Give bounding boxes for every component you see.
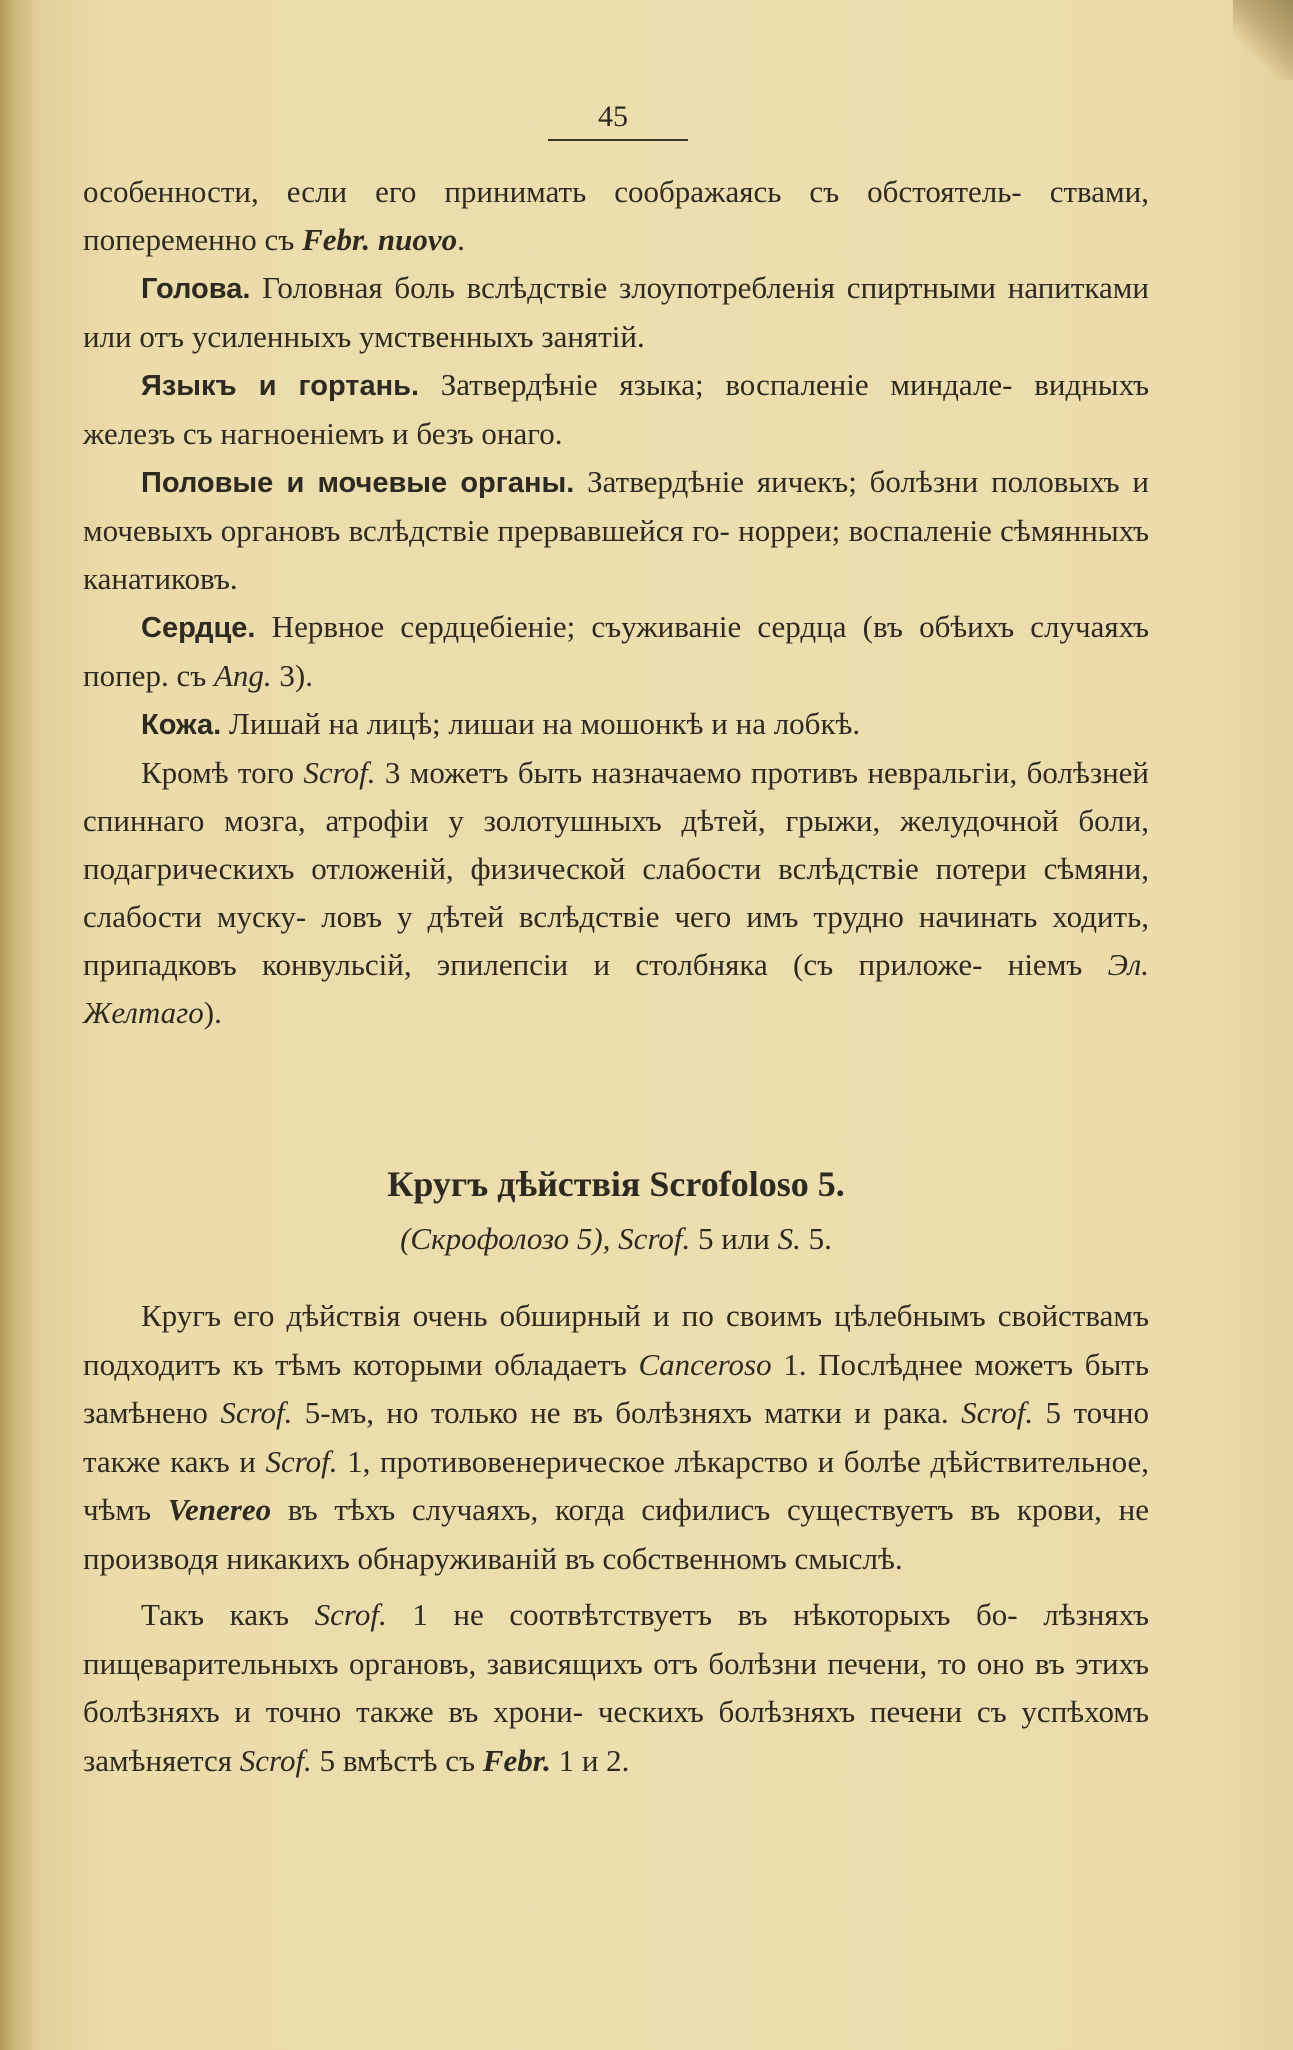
remedy-name: Scrof. (314, 1597, 387, 1632)
remedy-name: Scrof. (239, 1742, 312, 1778)
text-run: Кромѣ того (141, 755, 304, 790)
remedy-name: Scrof. (220, 1395, 293, 1430)
page-corner-fold (1233, 0, 1293, 80)
paragraph-besides (83, 749, 1149, 1037)
remedy-name: Scrof. (303, 755, 376, 790)
remedy-name: Canceroso (638, 1346, 772, 1382)
text-run: Лишай на лицѣ; лишаи на мошонкѣ и на лобкѣ. (221, 706, 861, 741)
section-title: Кругъ дѣйствія Scrofoloso 5. (387, 1164, 845, 1204)
text-run: 5 точно также какъ и (83, 1395, 1149, 1479)
text-run: 5 вмѣстѣ съ (311, 1742, 483, 1778)
text-run: 5-мъ, но только не въ болѣзняхъ матки и рака. (292, 1395, 962, 1430)
section-heading-heart: Сердце. (141, 612, 256, 644)
paragraph-continuation (83, 168, 1149, 264)
text-run: особенности, если его принимать соображаясь съ обстоятель- ствами, попеременно съ (83, 174, 1149, 257)
text-run: въ тѣхъ случаяхъ, когда сифилисъ существуетъ въ крови, не производя никакихъ обнаруживаній въ собственномъ смыслѣ. (83, 1492, 1149, 1576)
text-run: Такъ какъ (141, 1597, 315, 1632)
section-heading-skin: Кожа. (141, 709, 222, 741)
text-run: 1 и 2. (550, 1742, 630, 1778)
paragraph-skin (83, 700, 1149, 749)
remedy-name: Эл. Желтаго (83, 947, 1149, 1030)
text-run: Затвердѣніе языка; воспаленіе миндале- видныхъ железъ съ нагноеніемъ и безъ онаго. (83, 367, 1149, 451)
text-run: Кругъ его дѣйствія очень обширный и по своимъ цѣлебнымъ свойствамъ подходитъ къ тѣмъ которыми обладаетъ (83, 1298, 1149, 1382)
remedy-name: Febr. nuovo (302, 222, 458, 257)
paragraph-tongue-larynx (83, 361, 1149, 458)
paragraph-gap (83, 1583, 1149, 1591)
section-heading-tongue: Языкъ и гортань. (141, 370, 420, 402)
text-run: 1, противовенерическое лѣкарство и болѣе дѣйствительное, чѣмъ (83, 1443, 1149, 1527)
section-heading-genital: Половые и мочевые органы. (141, 467, 575, 499)
remedy-name: Ang. (213, 658, 272, 693)
remedy-name: Scrof. (265, 1443, 338, 1479)
remedy-name: Febr. (482, 1742, 551, 1778)
remedy-name: S. (777, 1221, 801, 1256)
paragraph-genital-urinary (83, 458, 1149, 603)
paragraph-heart (83, 603, 1149, 700)
text-run: ). (203, 995, 222, 1030)
text-run: Затвердѣніе яичекъ; болѣзни половыхъ и мочевыхъ органовъ вслѣдствіе прервавшейся го- норреи; воспаленіе сѣмянныхъ канатиковъ. (83, 464, 1149, 596)
text-run: 3 можетъ быть назначаемо противъ невральгіи, болѣзней спиннаго мозга, атрофіи у золотушныхъ дѣтей, грыжи, желудочной боли, подагрическихъ отложеній, физической слабости вслѣдствіе потери сѣмяни, слабости муску- ловъ у дѣтей вслѣдствіе чего имъ трудно начинать ходить, припадковъ конвульсій, эпилепсіи и столбняка (съ приложе- ніемъ (83, 755, 1150, 982)
text-run: 5 или (690, 1221, 778, 1256)
page-number: 45 (598, 100, 628, 133)
paragraph-head (83, 264, 1149, 361)
remedy-name: Venereo (167, 1492, 272, 1527)
page-number-rule (548, 139, 688, 141)
section-subtitle (83, 1215, 1149, 1263)
bottom-text-block (83, 1292, 1149, 1785)
section-heading-head: Голова. (141, 273, 251, 305)
text-run: 1 не соотвѣтствуетъ въ нѣкоторыхъ бо- лѣзняхъ пищеварительныхъ органовъ, зависящихъ отъ болѣзни печени, то оно въ этихъ болѣзняхъ и точно также въ хрони- ческихъ болѣзняхъ печени съ успѣхомъ замѣняется (83, 1597, 1149, 1778)
text-run: 5. (800, 1221, 832, 1256)
text-run: 1. Послѣднее можетъ быть замѣнено (83, 1346, 1149, 1430)
text-run: 3). (271, 658, 313, 693)
text-run: . (457, 222, 465, 257)
remedy-name: (Скрофолозо 5), Scrof. (400, 1221, 691, 1256)
top-text-block (83, 168, 1149, 1037)
text-run: Нервное сердцебіеніе; съуживаніе сердца (въ обѣихъ случаяхъ попер. съ (83, 609, 1149, 693)
paragraph-scope (83, 1292, 1149, 1583)
remedy-name: Scrof. (961, 1395, 1034, 1430)
paragraph-since (83, 1591, 1149, 1785)
text-run: Головная боль вслѣдствіе злоупотребленія спиртными напитками или отъ усиленныхъ умственныхъ занятій. (83, 270, 1149, 354)
